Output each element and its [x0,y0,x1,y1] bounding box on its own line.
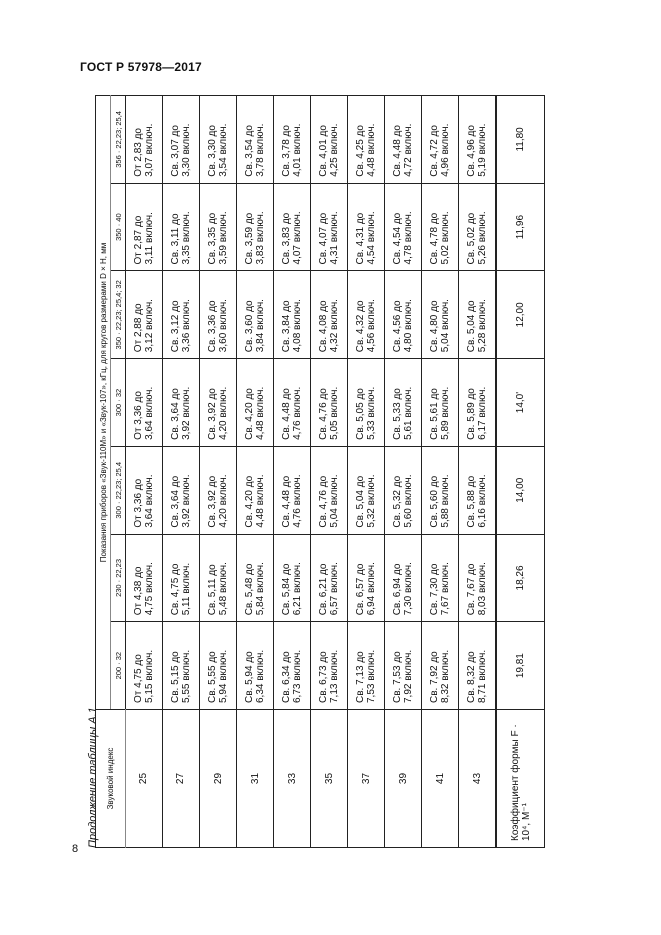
column-header: 200 · 32 [111,622,125,710]
table-cell: Св. 4,56 до 4,80 включ. [385,271,422,359]
row-index: 39 [385,710,422,848]
column-header: 300 · 22,23; 25,4 [111,446,125,534]
table-cell: Св. 5,48 до 5,84 включ. [237,534,274,622]
table-row [422,96,459,848]
row-index: 41 [422,710,459,848]
table-cell: Св. 3,92 до 4,20 включ. [199,446,236,534]
index-column-header: Звуковой индекс [96,710,126,848]
table-cell: Св. 4,31 до 4,54 включ. [348,183,385,271]
row-index: 29 [199,710,236,848]
table-cell: Св. 7,13 до 7,53 включ. [348,622,385,710]
table-cell: Св. 3,07 до 3,30 включ. [162,96,199,184]
table-cell: Св. 6,73 до 7,13 включ. [311,622,348,710]
table-cell: От 4,75 до 5,15 включ. [125,622,162,710]
table-cell: Св. 5,04 до 5,28 включ. [459,271,497,359]
row-index: 33 [274,710,311,848]
coefficient-value: 11,80 [496,96,544,184]
coefficient-value: 12,00 [496,271,544,359]
table-cell: Св. 5,61 до 5,89 включ. [422,359,459,447]
table-cell: Св. 3,60 до 3,84 включ. [237,271,274,359]
table-row [348,96,385,848]
table-cell: Св. 4,20 до 4,48 включ. [237,359,274,447]
column-header: 356 · 22,23; 25,4 [111,96,125,184]
table-cell: Св. 6,21 до 6,57 включ. [311,534,348,622]
table-cell: Св. 8,32 до 8,71 включ. [459,622,497,710]
table-cell: Св. 5,05 до 5,33 включ. [348,359,385,447]
table-cell: Св. 5,15 до 5,55 включ. [162,622,199,710]
table-cell: Св. 4,48 до 4,76 включ. [274,359,311,447]
table-cell: Св. 7,53 до 7,92 включ. [385,622,422,710]
table-cell: Св. 5,84 до 6,21 включ. [274,534,311,622]
table-row [162,96,199,848]
table-cell: Св. 3,35 до 3,59 включ. [199,183,236,271]
table-cell: Св. 4,25 до 4,48 включ. [348,96,385,184]
column-header: 230 · 22,23 [111,534,125,622]
table-cell: Св. 4,48 до 4,76 включ. [274,446,311,534]
document-header: ГОСТ Р 57978—2017 [80,60,202,74]
table-cell: Св. 4,75 до 5,11 включ. [162,534,199,622]
table-cell: Св. 6,94 до 7,30 включ. [385,534,422,622]
table-cell: Св. 4,01 до 4,25 включ. [311,96,348,184]
table-cell: Св. 5,88 до 6,16 включ. [459,446,497,534]
table-cell: Св. 6,57 до 6,94 включ. [348,534,385,622]
table-cell: От 2,83 до 3,07 включ. [125,96,162,184]
table-caption: Продолжение таблицы А.1 [87,707,99,848]
table-cell: Св. 3,11 до 3,35 включ. [162,183,199,271]
table-cell: Св. 4,07 до 4,31 включ. [311,183,348,271]
column-header: 350 · 40 [111,183,125,271]
column-header: 350 · 22,23; 25,4; 32 [111,271,125,359]
row-index: 25 [125,710,162,848]
table-cell: Св. 5,33 до 5,61 включ. [385,359,422,447]
table-row [385,96,422,848]
table-cell: От 3,36 до 3,64 включ. [125,359,162,447]
row-index: 37 [348,710,385,848]
table-cell: От 2,87 до 3,11 включ. [125,183,162,271]
table-cell: Св. 5,32 до 5,60 включ. [385,446,422,534]
row-index: 31 [237,710,274,848]
table-cell: Св. 5,04 до 5,32 включ. [348,446,385,534]
table-cell: Св. 7,92 до 8,32 включ. [422,622,459,710]
table-cell: Св. 3,64 до 3,92 включ. [162,359,199,447]
group-header: Показания приборов «Звук-110М» и «Звук-107», кГц, для кругов размерами D × H, мм [96,96,111,710]
rotated-table-area [87,95,545,848]
table-cell: Св. 3,92 до 4,20 включ. [199,359,236,447]
table-cell: Св. 3,54 до 3,78 включ. [237,96,274,184]
table-cell: Св. 3,83 до 4,07 включ. [274,183,311,271]
table-cell: Св. 3,36 до 3,60 включ. [199,271,236,359]
table-cell: Св. 4,20 до 4,48 включ. [237,446,274,534]
table-cell: Св. 3,84 до 4,08 включ. [274,271,311,359]
table-cell: Св. 3,59 до 3,83 включ. [237,183,274,271]
table-cell: Св. 4,54 до 4,78 включ. [385,183,422,271]
table-cell: Св. 5,94 до 6,34 включ. [237,622,274,710]
row-index: 43 [459,710,497,848]
table-cell: Св. 5,60 до 5,88 включ. [422,446,459,534]
coefficient-value: 14,0' [496,359,544,447]
table-cell: Св. 4,72 до 4,96 включ. [422,96,459,184]
table-cell: Св. 4,78 до 5,02 включ. [422,183,459,271]
table-cell: Св. 5,55 до 5,94 включ. [199,622,236,710]
table-row [199,96,236,848]
table-cell: Св. 4,76 до 5,04 включ. [311,446,348,534]
row-index: 27 [162,710,199,848]
table-cell: Св. 4,76 до 5,05 включ. [311,359,348,447]
table-cell: Св. 4,48 до 4,72 включ. [385,96,422,184]
table-row [274,96,311,848]
table-cell: От 3,36 до 3,64 включ. [125,446,162,534]
table-cell: От 4,38 до 4,75 включ. [125,534,162,622]
coefficient-row [496,96,544,848]
coefficient-label: Коэффициент формы F · 10⁴, М⁻¹ [496,710,544,848]
table-cell: Св. 4,80 до 5,04 включ. [422,271,459,359]
table-row [459,96,497,848]
coefficient-value: 14,00 [496,446,544,534]
table-cell: От 2,88 до 3,12 включ. [125,271,162,359]
table-cell: Св. 6,34 до 6,73 включ. [274,622,311,710]
coefficient-value: 18,26 [496,534,544,622]
table-cell: Св. 5,89 до 6,17 включ. [459,359,497,447]
table-cell: Св. 3,64 до 3,92 включ. [162,446,199,534]
column-header: 300 · 32 [111,359,125,447]
table-row [311,96,348,848]
table-cell: Св. 3,78 до 4,01 включ. [274,96,311,184]
table-cell: Св. 5,11 до 5,48 включ. [199,534,236,622]
table-cell: Св. 4,08 до 4,32 включ. [311,271,348,359]
table-cell: Св. 7,67 до 8,03 включ. [459,534,497,622]
data-table [95,95,545,848]
table-cell: Св. 4,32 до 4,56 включ. [348,271,385,359]
coefficient-value: 11,96 [496,183,544,271]
table-cell: Св. 5,02 до 5,26 включ. [459,183,497,271]
page-number: 8 [72,843,79,855]
table-row [237,96,274,848]
table-cell: Св. 3,30 до 3,54 включ. [199,96,236,184]
row-index: 35 [311,710,348,848]
table-cell: Св. 3,12 до 3,36 включ. [162,271,199,359]
table-row [125,96,162,848]
coefficient-value: 19,81 [496,622,544,710]
table-cell: Св. 7,30 до 7,67 включ. [422,534,459,622]
table-cell: Св. 4,96 до 5,19 включ. [459,96,497,184]
